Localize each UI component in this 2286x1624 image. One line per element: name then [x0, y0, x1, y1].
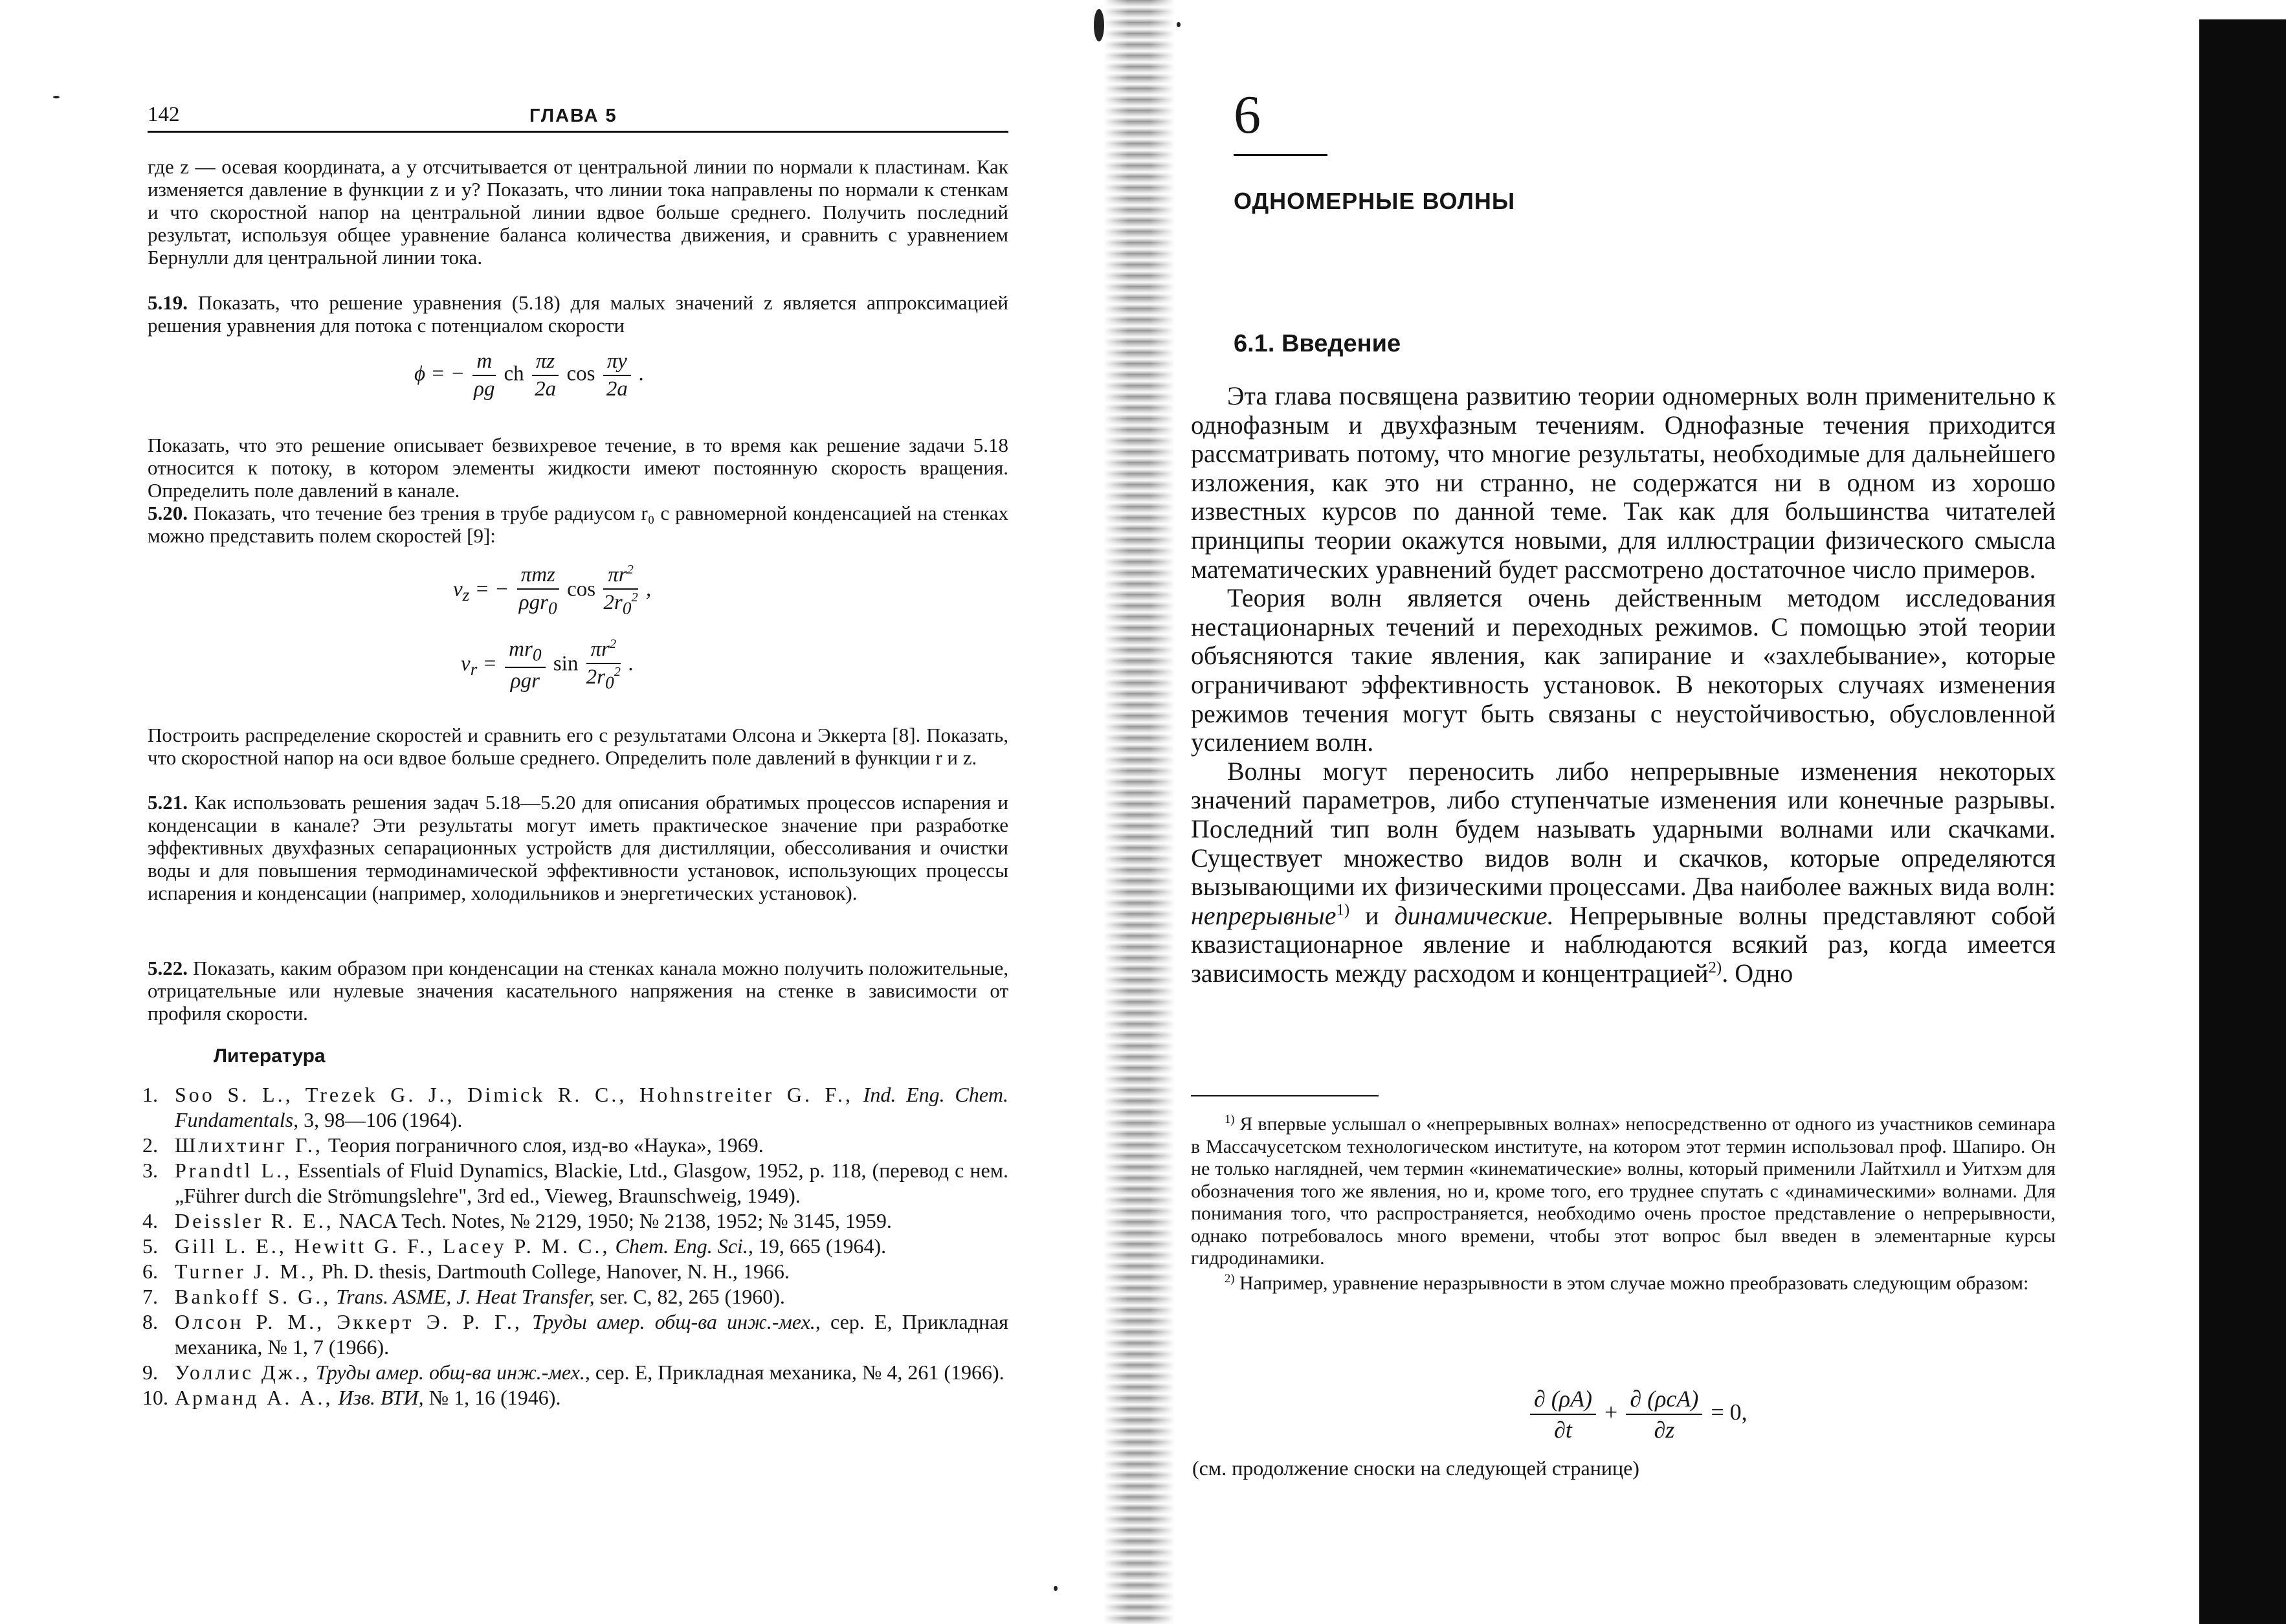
- reference-item: 1. Soo S. L., Trezek G. J., Dimick R. C., Hohnstreiter G. F., Ind. Eng. Chem. Fundamentals, 3, 98—106 (1964).: [142, 1083, 1009, 1131]
- scan-black-edge: [2199, 19, 2286, 1624]
- equation-5-20-vz: $v_z$ = − $\frac{\text{πmz}}{\rho gr_0}$ cos $\frac{\pi r^2}{2r_0^2}$ ,: [453, 562, 652, 618]
- problem-5-20-after: Построить распределение скоростей и сравнить его с результатами Олсона и Эккерта [8]. Показать, что скоростной напор на оси вдвое больше среднего. Определить поле давлений в функции r и z.: [148, 724, 1008, 769]
- equation-5-19: ϕ = − $\frac{m}{\rho g}$ ch $\frac{\pi z}{2a}$ cos $\frac{\pi y}{2a}$ .: [414, 350, 645, 401]
- problem-5-22: 5.22. Показать, каким образом при конденсации на стенках канала можно получить положительные, отрицательные или нулевые значения касательного напряжения на стенке в зависимости от профиля скорости.: [148, 957, 1008, 1025]
- footnotes: [1191, 1113, 2056, 1297]
- footnote-rule: [1191, 1095, 1379, 1096]
- reference-item: 7. Bankoff S. G., Trans. ASME, J. Heat Transfer, ser. C, 82, 265 (1960).: [142, 1285, 785, 1308]
- reference-item: 6. Turner J. M., Ph. D. thesis, Dartmouth College, Hanover, N. H., 1966.: [142, 1260, 790, 1283]
- page-header: [148, 97, 1008, 133]
- chapter-number: 6: [1234, 85, 1261, 145]
- footnote-equation: $\frac{\partial (\rho A)}{\partial t}$ + $\frac{\text{∂ (ρcA)}}{\partial z}$ = 0,: [1527, 1385, 1748, 1443]
- reference-item: 10. Арманд А. А., Изв. ВТИ, № 1, 16 (1946).: [142, 1386, 561, 1409]
- paragraph: Теория волн является очень действенным методом исследования нестационарных течений и переходных режимов. С помощью этой теории объясняются такие явления, как запирание и «захлебывание», которые ограничивают эффективность установок. В некоторых случаях изменения режимов течения могут быть связаны с неустойчивостью, обусловленной усилением волн.: [1191, 583, 2056, 757]
- intro-paragraph: где z — осевая координата, а y отсчитывается от центральной линии по нормали к пластинам. Как изменяется давление в функции z и y? Показать, что линии тока направлены по нормали к стенкам и что скоростной напор на центральной линии вдвое больше среднего. Получить последний результат, используя общее уравнение баланса количества движения, и сравнить с уравнением Бернулли для центральной линии тока.: [148, 155, 1008, 269]
- running-head: ГЛАВА 5: [529, 106, 617, 126]
- chapter-title: ОДНОМЕРНЫЕ ВОЛНЫ: [1234, 188, 1516, 214]
- reference-item: 9. Уоллис Дж., Труды амер. общ-ва инж.-мех., сер. Е, Прикладная механика, № 4, 261 (1966).: [142, 1361, 1004, 1384]
- page-number: 142: [148, 103, 180, 126]
- problem-5-19-after: Показать, что это решение описывает безвихревое течение, в то время как решение задачи 5.18 относится к потоку, в котором элементы жидкости имеют постоянную скорость вращения. Определить поле давлений в канале.: [148, 434, 1008, 502]
- reference-item: 2. Шлихтинг Г., Теория пограничного слоя, изд-во «Наука», 1969.: [142, 1133, 764, 1157]
- book-gutter-shadow: [1104, 0, 1175, 1624]
- chapter-rule: [1234, 154, 1327, 156]
- scan-speck: [1054, 1586, 1058, 1591]
- paragraph: Эта глава посвящена развитию теории одномерных волн применительно к однофазным и двухфазным течениям. Однофазные течения приходится рассматривать потому, что многие результаты, необходимые для дальнейшего изложения, как это ни странно, не содержатся ни в одном из хорошо известных курсов по данной теме. Так как для большинства читателей принципы теории окажутся новыми, для иллюстрации физического смысла математических уравнений будет рассмотрено достаточное число примеров.: [1191, 381, 2056, 584]
- reference-item: 4. Deissler R. E., NACA Tech. Notes, № 2129, 1950; № 2138, 1952; № 3145, 1959.: [142, 1209, 892, 1232]
- problem-5-19: 5.19. Показать, что решение уравнения (5.18) для малых значений z является аппроксимацией решения уравнения для потока с потенциалом скорости: [148, 291, 1008, 337]
- references-list: [142, 1082, 1009, 1410]
- reference-item: 3. Prandtl L., Essentials of Fluid Dynamics, Blackie, Ltd., Glasgow, 1952, p. 118, (перевод с нем. „Führer durch die Strömungslehre", 3rd ed., Vieweg, Braunschweig, 1949).: [142, 1159, 1009, 1207]
- body-text: [1191, 382, 2056, 988]
- scan-speck: [1177, 22, 1181, 27]
- reference-item: 5. Gill L. E., Hewitt G. F., Lacey P. M. C., Chem. Eng. Sci., 19, 665 (1964).: [142, 1234, 887, 1258]
- equation-5-20-vr: $v_r$ = $\frac{mr_0}{\text{ρgr}}$ sin $\frac{\pi r^2}{2r_0^2}$ .: [461, 637, 634, 693]
- footnote-2: $^{2)}$ Например, уравнение неразрывности в этом случае можно преобразовать следующим образом:: [1225, 1271, 2029, 1294]
- problem-5-21: 5.21. Как использовать решения задач 5.18—5.20 для описания обратимых процессов испарения и конденсации в канале? Эти результаты могут иметь практическое значение при разработке эффективных двухфазных сепарационных устройств для дистилляции, обессоливания и очистки воды и для повышения термодинамической эффективности установок, использующих процессы испарения и конденсации (например, холодильников и энергетических установок).: [148, 791, 1008, 904]
- literature-heading: Литература: [214, 1045, 326, 1067]
- footnote-1: $^{1)}$ Я впервые услышал о «непрерывных волнах» непосредственно от одного из участников семинара в Массачусетском технологическом институте, на котором этот термин использовал проф. Шапиро. Он не только наглядней, чем термин «кинематические» волны, который применили Лайтхилл и Уитхэм для обозначения того же явления, но и, кроме того, его труднее спутать с «динамическими» волнами. Для понимания того, что распространяется, необходимо очень простое представление о непрерывности, однако потребовалось много времени, чтобы этот вопрос был введен в элементарные курсы гидродинамики.: [1191, 1113, 2056, 1269]
- reference-item: 8. Олсон Р. М., Эккерт Э. Р. Г., Труды амер. общ-ва инж.-мех., сер. Е, Прикладная механика, № 1, 7 (1966).: [142, 1310, 1009, 1359]
- problem-5-20: 5.20. Показать, что течение без трения в трубе радиусом r₀ с равномерной конденсацией на стенках можно представить полем скоростей [9]:: [148, 502, 1009, 547]
- footnote-continued-note: (см. продолжение сноски на следующей странице): [1192, 1456, 1639, 1480]
- section-title: 6.1. Введение: [1234, 330, 1401, 357]
- scan-speck: [1094, 9, 1104, 41]
- paragraph: Волны могут переносить либо непрерывные изменения некоторых значений параметров, либо ступенчатые изменения или конечные разрывы. Последний тип волн будем называть ударными волнами или скачками. Существует множество видов волн и скачков, которые определяются вызывающими их физическими процессами. Два наиболее важных вида волн: непрерывные$^{1)}$ и динамические. Непрерывные волны представляют собой квазистационарное явление и наблюдаются всякий раз, когда имеется зависимость между расходом и концентрацией$^{2)}$. Одно: [1191, 756, 2056, 988]
- scan-speck: [53, 96, 60, 98]
- left-page: [0, 0, 1100, 1624]
